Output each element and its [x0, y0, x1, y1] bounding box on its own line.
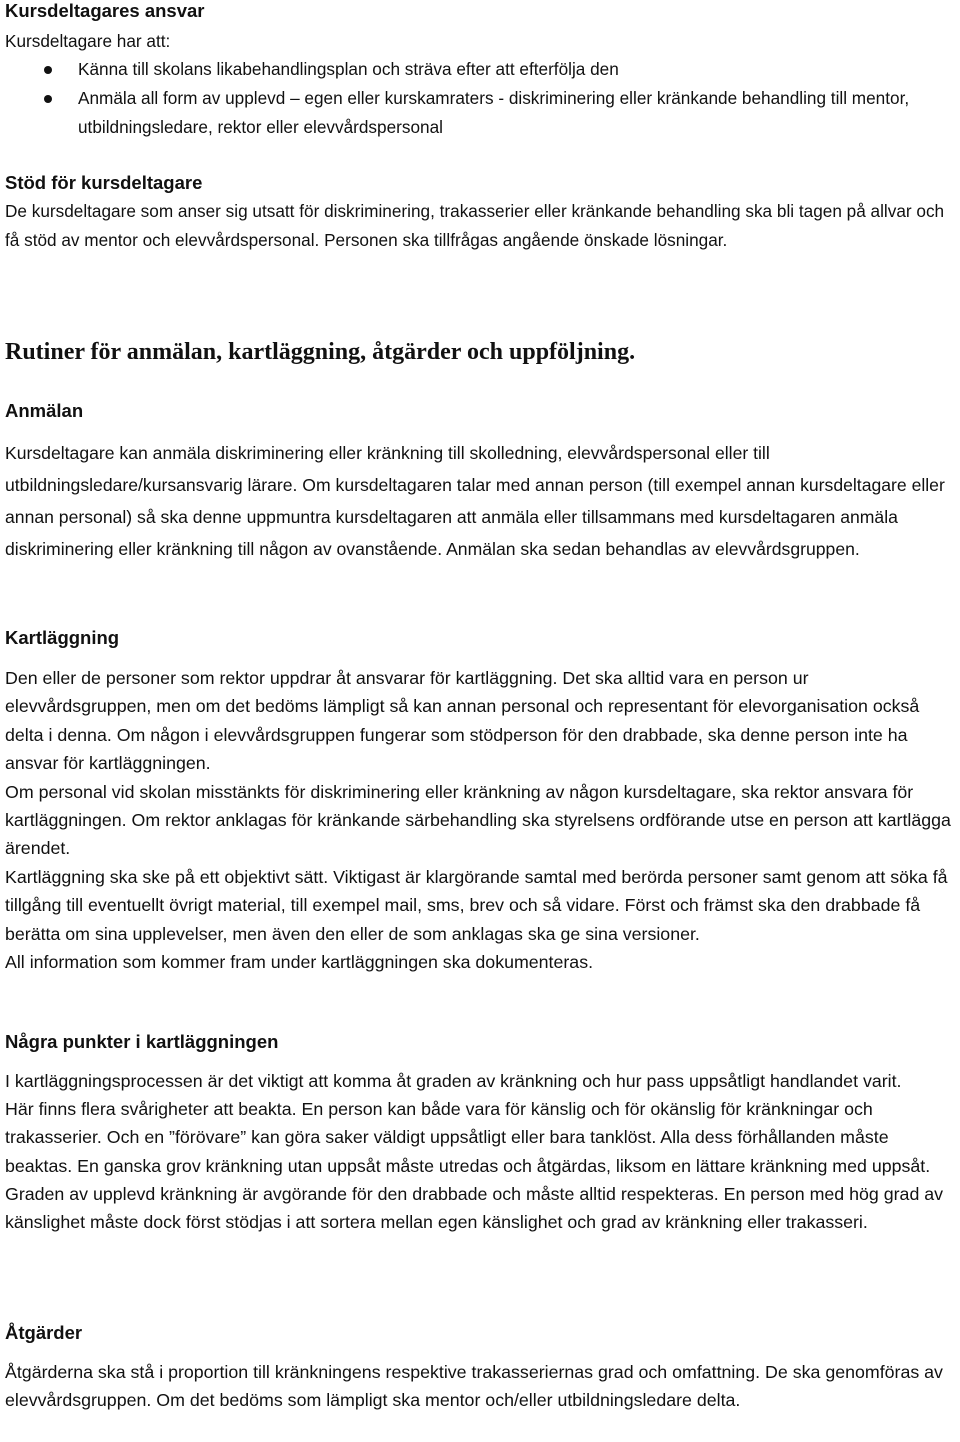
section-heading-atgarder: Åtgärder [5, 1322, 83, 1343]
list-item-text: Känna till skolans likabehandlingsplan och sträva efter att efterfölja den [78, 59, 619, 79]
punkter-paragraph: I kartläggningsprocessen är det viktigt att komma åt graden av kränkning och hur pass uppsåtligt handlandet varit. [5, 1071, 902, 1091]
main-heading-rutiner: Rutiner för anmälan, kartläggning, åtgärder och uppföljning. [5, 339, 636, 365]
kartlaggning-paragraph: All information som kommer fram under kartläggningen ska dokumenteras. [5, 952, 594, 973]
kartlaggning-paragraph: Om personal vid skolan misstänkts för diskriminering eller kränkning av någon kursdeltagare, ska rektor ansvara för kartläggningen. Om rektor anklagas för kränkande särbehandling ska styrelsens ordförande utse en person att kartlägga ärendet. [5, 781, 951, 859]
list-item [5, 84, 957, 142]
list-item [5, 55, 957, 84]
bullet-icon [44, 95, 52, 103]
kartlaggning-body [5, 664, 957, 976]
section-heading-stod: Stöd för kursdeltagare [5, 172, 203, 193]
punkter-paragraph: Här finns flera svårigheter att beakta. En person kan både vara för känslig och för okänslig för kränkningar och trakasserier. Och en ”förövare” kan göra saker väldigt uppsåtligt eller bara tanklöst. Alla dess förhållanden måste beaktas. En ganska grov kränkning utan uppsåt måste utredas och åtgärdas, liksom en lättare kränkning med uppsåt. Graden av upplevd kränkning är avgörande för den drabbade och måste alltid respekteras. En person med hög grad av känslighet måste dock först stödjas i att sortera mellan egen känslighet och grad av kränkning eller trakasseri. [5, 1099, 944, 1233]
list-item-text: Anmäla all form av upplevd – egen eller kurskamraters - diskriminering eller kränkande behandling till mentor, utbildningsledare, rektor eller elevvårdspersonal [78, 88, 910, 137]
ansvar-bullet-list [5, 55, 957, 142]
atgarder-paragraph: Åtgärderna ska stå i proportion till kränkningens respektive trakasseriernas grad och omfattning. De ska genomföras av elevvårdsgruppen. Om det bedöms som lämpligt ska mentor och/eller utbildningsledare delta. [5, 1362, 943, 1410]
kartlaggning-paragraph: Den eller de personer som rektor uppdrar åt ansvarar för kartläggning. Det ska alltid vara en person ur elevvårdsgruppen, men om det bedöms lämpligt så kan annan personal och representant för elevorganisation också delta i denna. Om någon i elevvårdsgruppen fungerar som stödperson för den drabbade, ska denne person inte ha ansvar för kartläggningen. [5, 668, 920, 774]
anmalan-paragraph: Kursdeltagare kan anmäla diskriminering eller kränkning till skolledning, elevvårdspersonal eller till utbildningsledare/kursansvarig lärare. Om kursdeltagaren talar med annan person (till exempel annan kursdeltagare eller annan personal) så ska denne uppmuntra kursdeltagaren att anmäla eller tillsammans med kursdeltagaren anmäla diskriminering eller kränkning till någon av ovanstående. Anmälan ska sedan behandlas av elevvårdsgruppen. [5, 443, 945, 559]
punkter-body [5, 1067, 957, 1236]
bullet-icon [44, 66, 52, 74]
kartlaggning-paragraph: Kartläggning ska ske på ett objektivt sätt. Viktigast är klargörande samtal med berörda personer samt genom att söka få tillgång till eventuellt övrigt material, till exempel mail, sms, brev och så vidare. Först och främst ska den drabbade få berätta om sina upplevelser, men även den eller de som anklagas ska ge sina versioner. [5, 866, 948, 944]
stod-paragraph: De kursdeltagare som anser sig utsatt för diskriminering, trakasserier eller kränkande behandling ska bli tagen på allvar och få stöd av mentor och elevvårdspersonal. Personen ska tillfrågas angående önskade lösningar. [5, 201, 945, 250]
section-heading-anmalan: Anmälan [5, 400, 84, 421]
section-heading-ansvar: Kursdeltagares ansvar [5, 0, 205, 21]
section-heading-kartlaggning: Kartläggning [5, 627, 120, 648]
section-heading-punkter: Några punkter i kartläggningen [5, 1031, 279, 1052]
ansvar-intro: Kursdeltagare har att: [5, 31, 171, 51]
